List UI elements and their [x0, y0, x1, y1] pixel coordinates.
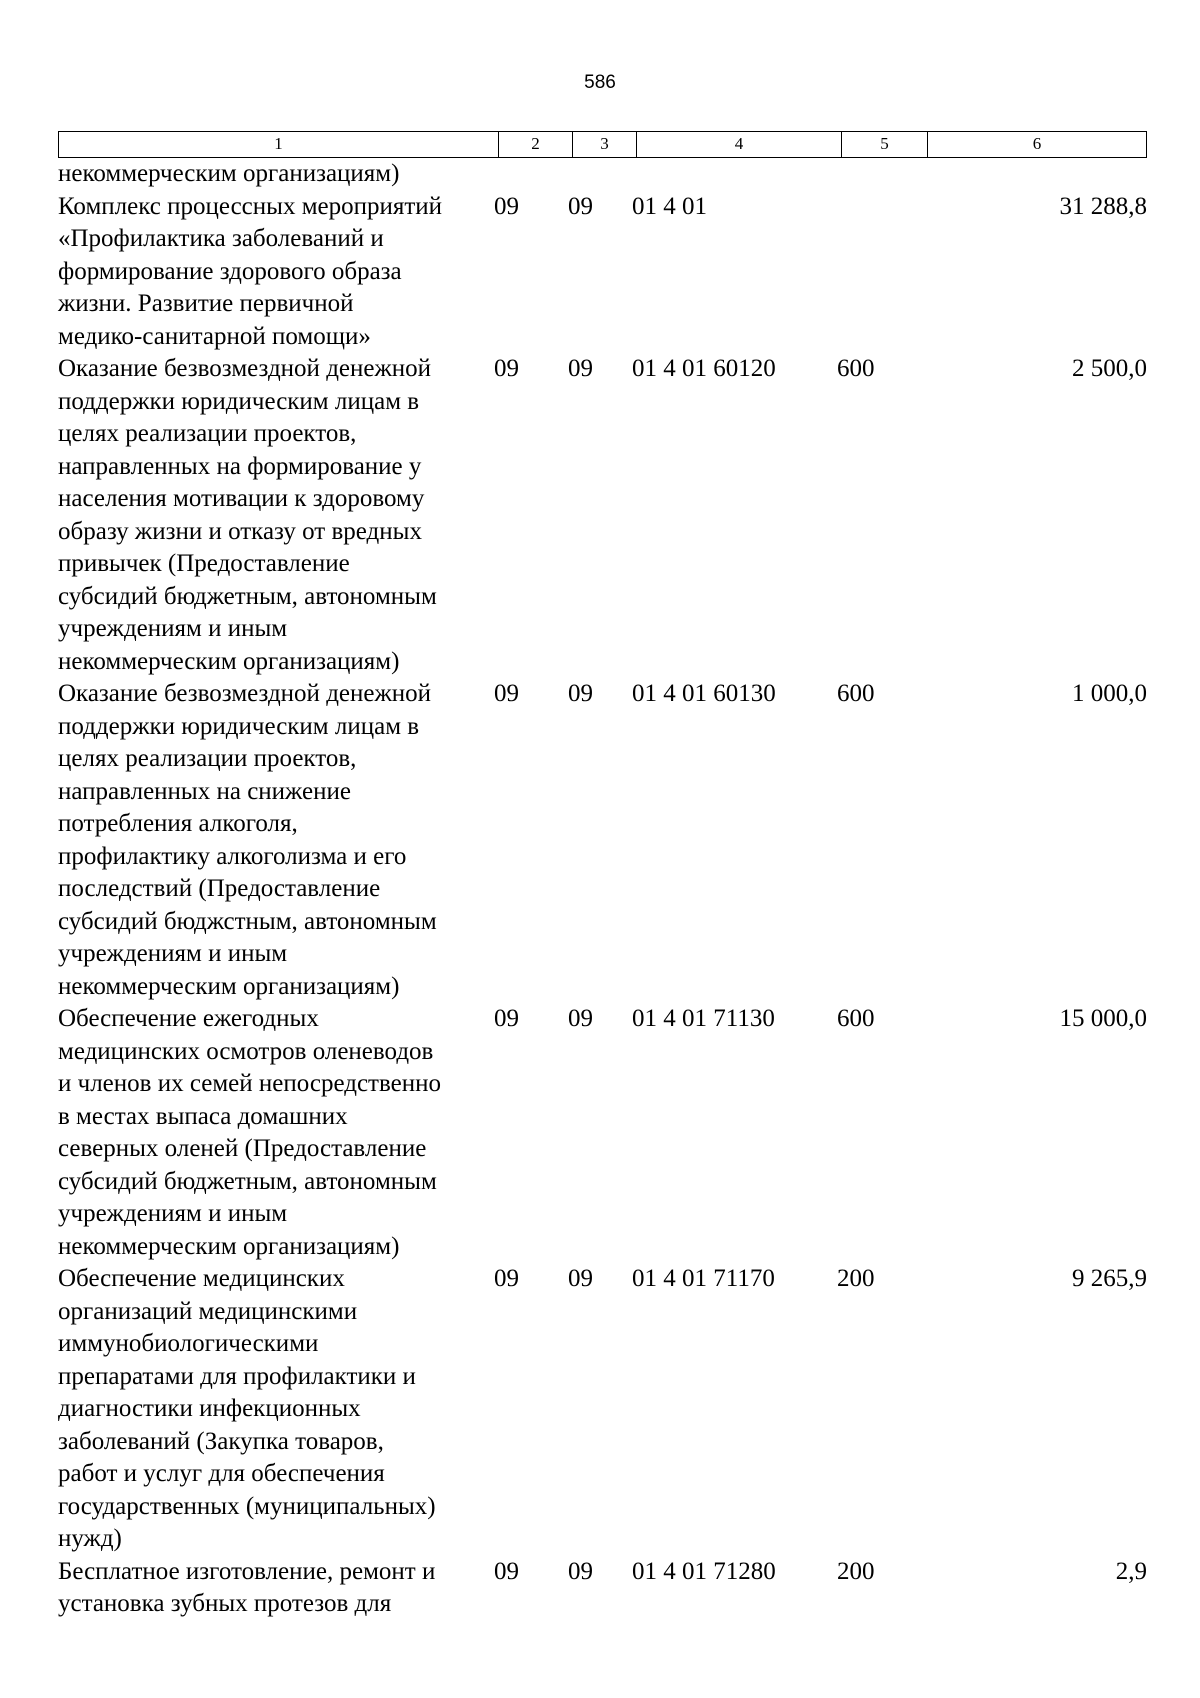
table-row: [58, 1003, 1147, 1263]
row-name: Оказание безвозмездной денежной поддержки юридическим лицам в целях реализации проектов, направленных на снижение потребления алкоголя, профилактику алкоголизма и его последствий (Предоставление субсидий бюджстным, автономным учреждениям и иным некоммерческим организациям): [58, 680, 437, 1000]
table-row: [58, 191, 1147, 354]
page-number: 586: [584, 72, 616, 93]
table-row: [58, 1263, 1147, 1556]
row-subsection: 09: [568, 1265, 593, 1292]
row-name: Бесплатное изготовление, ремонт и установка зубных протезов для: [58, 1557, 436, 1617]
row-target-code: 01 4 01 60130: [632, 680, 776, 707]
row-amount: 9 265,9: [1072, 1265, 1147, 1292]
row-section: 09: [494, 1005, 519, 1032]
table-row: [58, 1556, 1147, 1621]
row-subsection: 09: [568, 192, 593, 220]
row-amount: 2,9: [1115, 1557, 1147, 1585]
row-name: Обеспечение медицинских организаций медицинскими иммунобиологическими препаратами для профилактики и диагностики инфекционных заболеваний (Закупка товаров, работ и услуг для обеспечения государственных (муниципальных) нужд): [58, 1265, 436, 1552]
row-section: 09: [494, 1557, 519, 1585]
header-col-3: 3: [573, 132, 637, 157]
row-subsection: 09: [568, 680, 593, 707]
row-subsection: 09: [568, 1005, 593, 1032]
header-col-4: 4: [637, 132, 842, 157]
row-target-code: 01 4 01: [632, 192, 707, 220]
row-subsection: [568, 158, 632, 191]
row-target-code: 01 4 01 71130: [632, 1005, 775, 1032]
row-name: Обеспечение ежегодных медицинских осмотров оленеводов и членов их семей непосредственно в местах выпаса домашних северных оленей (Предоставление субсидий бюджетным, автономным учреждениям и иным некоммерческим организациям): [58, 1005, 441, 1260]
table-body: [58, 158, 1147, 1621]
row-amount: 1 000,0: [1072, 680, 1147, 707]
row-target-code: 01 4 01 71280: [632, 1557, 776, 1585]
row-target-code: 01 4 01 71170: [632, 1265, 775, 1292]
row-target-code: 01 4 01 60120: [632, 355, 776, 382]
row-expense-type: 600: [837, 355, 875, 382]
row-name: некоммерческим организациям): [58, 160, 400, 187]
row-section: 09: [494, 680, 519, 707]
row-subsection: 09: [568, 355, 593, 382]
header-col-1: 1: [59, 132, 499, 157]
row-section: [494, 158, 568, 191]
row-name: Комплекс процессных мероприятий «Профилактика заболеваний и формирование здорового образа жизни. Развитие первичной медико-санитарной помощи»: [58, 192, 443, 350]
row-amount: 31 288,8: [1059, 192, 1147, 220]
row-expense-type: [837, 158, 927, 191]
table-row: [58, 678, 1147, 1003]
row-target-code: [632, 158, 837, 191]
row-expense-type: 200: [837, 1265, 875, 1292]
row-amount: 15 000,0: [1059, 1005, 1147, 1032]
row-amount: 2 500,0: [1072, 355, 1147, 382]
table-row: [58, 353, 1147, 678]
row-amount: [927, 158, 1147, 191]
row-expense-type: 600: [837, 680, 875, 707]
row-expense-type: 600: [837, 1005, 875, 1032]
header-col-5: 5: [842, 132, 928, 157]
row-subsection: 09: [568, 1557, 593, 1585]
row-expense-type: 200: [837, 1557, 875, 1585]
row-section: 09: [494, 355, 519, 382]
header-col-2: 2: [499, 132, 573, 157]
row-name: Оказание безвозмездной денежной поддержки юридическим лицам в целях реализации проектов, направленных на формирование у населения мотивации к здоровому образу жизни и отказу от вредных привычек (Предоставление субсидий бюджетным, автономным учреждениям и иным некоммерческим организациям): [58, 355, 437, 675]
row-section: 09: [494, 1265, 519, 1292]
header-col-6: 6: [1032, 134, 1042, 153]
table-row: [58, 158, 1147, 191]
row-expense-type: [837, 191, 927, 354]
row-section: 09: [494, 192, 519, 220]
table-header: [58, 131, 1147, 158]
